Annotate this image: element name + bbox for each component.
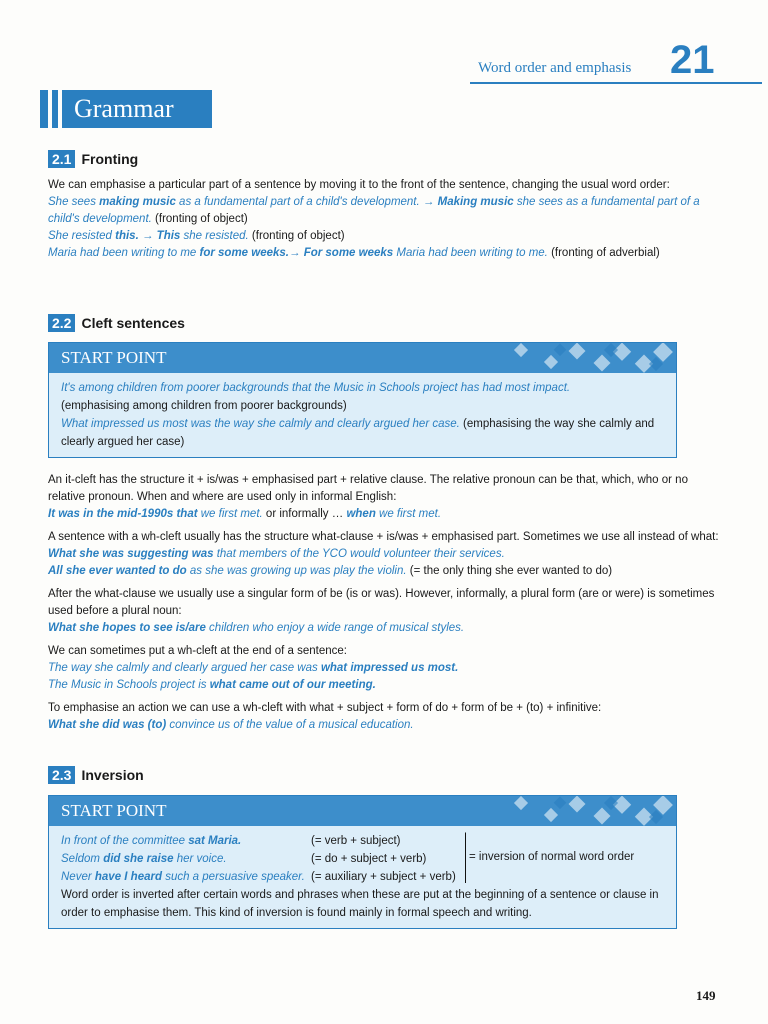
inversion-example-3: Never have I heard such a persuasive speaker. (= auxiliary + subject + verb): [61, 871, 456, 883]
cleft-sp-example-1: It's among children from poorer backgrounds that the Music in Schools project has had most impact.: [61, 382, 571, 394]
fronting-example-2: She resisted this. → This she resisted. (fronting of object): [48, 230, 345, 242]
inversion-brace-note: = inversion of normal word order: [469, 851, 635, 863]
section-number: 2.2: [48, 314, 75, 332]
start-point-body: [49, 826, 676, 928]
cleft-para-4: We can sometimes put a wh-cleft at the end of a sentence:: [48, 645, 347, 657]
section-title: Cleft sentences: [81, 315, 185, 331]
start-point-box-inversion: [48, 795, 677, 929]
section-heading-cleft: [48, 314, 185, 332]
start-point-label: START POINT: [61, 348, 167, 367]
inversion-example-1: In front of the committee sat Maria. (= verb + subject): [61, 835, 401, 847]
cleft-example-6: The Music in Schools project is what came out of our meeting.: [48, 679, 376, 691]
grammar-heading: Grammar: [62, 90, 212, 128]
unit-number: 21: [670, 38, 715, 82]
arrow-icon: →: [141, 230, 154, 242]
cleft-example-2: What she was suggesting was that members of the YCO would volunteer their services.: [48, 548, 505, 560]
section-number: 2.3: [48, 766, 75, 784]
grammar-bar-decor: [40, 90, 48, 128]
header-rule: [470, 82, 762, 84]
arrow-icon: →: [422, 196, 435, 208]
checker-decoration-icon: [456, 343, 676, 373]
section-title: Inversion: [81, 767, 144, 783]
start-point-label: START POINT: [61, 801, 167, 820]
start-point-body: [49, 373, 676, 457]
fronting-example-1: She sees making music as a fundamental part of a child's development. → Making music she sees as a fundamental part of a child's development. (fronting of object): [48, 196, 700, 225]
cleft-example-3: All she ever wanted to do as she was growing up was play the violin. (= the only thing she ever wanted to do): [48, 565, 613, 577]
arrow-icon: →: [288, 247, 301, 259]
section-title: Fronting: [81, 151, 139, 167]
cleft-example-7: What she did was (to) convince us of the value of a musical education.: [48, 719, 414, 731]
section-heading-fronting: [48, 150, 138, 168]
start-point-box-cleft: [48, 342, 677, 458]
cleft-body: [48, 472, 728, 734]
grammar-bar-decor: [52, 90, 58, 128]
brace-icon: [457, 832, 466, 883]
fronting-intro: We can emphasise a particular part of a sentence by moving it to the front of the sentence, changing the usual word order:: [48, 179, 670, 191]
page-number: 149: [696, 988, 716, 1003]
cleft-example-5: The way she calmly and clearly argued her case was what impressed us most.: [48, 662, 459, 674]
cleft-example-1: It was in the mid-1990s that we first met. or informally … when we first met.: [48, 508, 442, 520]
section-heading-inversion: [48, 766, 144, 784]
cleft-sp-example-2: What impressed us most was the way she calmly and clearly argued her case. (emphasising the way she calmly and clearly argued her case): [61, 418, 655, 448]
cleft-para-1: An it-cleft has the structure it + is/was + emphasised part + relative clause. The relative pronoun can be that, which, who or no relative pronoun. When and where are used only in informal English:: [48, 474, 688, 503]
checker-decoration-icon: [456, 796, 676, 826]
start-point-header: [49, 796, 676, 826]
cleft-example-4: What she hopes to see is/are children who enjoy a wide range of musical styles.: [48, 622, 465, 634]
cleft-sp-note-1: (emphasising among children from poorer backgrounds): [61, 400, 347, 412]
chapter-title: Word order and emphasis: [478, 60, 632, 76]
cleft-para-3: After the what-clause we usually use a singular form of be (is or was). However, informally, a plural form (are or were) is sometimes used before a plural noun:: [48, 588, 715, 617]
fronting-body: [48, 177, 728, 262]
inversion-para: Word order is inverted after certain words and phrases when these are put at the beginning of a sentence or clause in order to emphasise them. This kind of inversion is found mainly in formal speech and writing.: [61, 889, 659, 919]
section-number: 2.1: [48, 150, 75, 168]
cleft-para-2: A sentence with a wh-cleft usually has the structure what-clause + is/was + emphasised part. Sometimes we use all instead of what:: [48, 531, 719, 543]
cleft-para-5: To emphasise an action we can use a wh-cleft with what + subject + form of do + form of be + (to) + infinitive:: [48, 702, 602, 714]
start-point-header: [49, 343, 676, 373]
inversion-example-2: Seldom did she raise her voice. (= do + subject + verb): [61, 853, 427, 865]
fronting-example-3: Maria had been writing to me for some weeks.→ For some weeks Maria had been writing to me. (fronting of adverbial): [48, 247, 660, 259]
